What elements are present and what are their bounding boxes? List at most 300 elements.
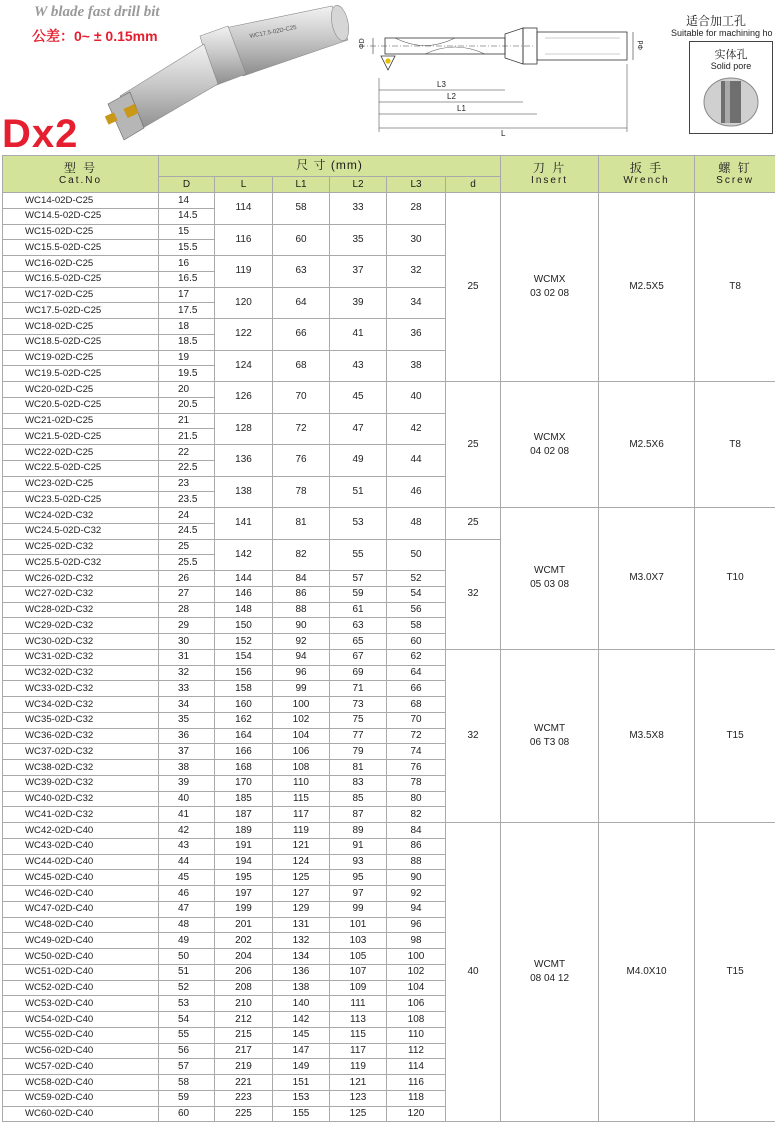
diameter-cell: 28: [159, 602, 215, 618]
length-L3-cell: 116: [387, 1075, 446, 1091]
length-L2-cell: 121: [330, 1075, 387, 1091]
length-L-cell: 120: [215, 287, 273, 319]
length-L3-cell: 100: [387, 949, 446, 965]
cat-no-cell: WC19.5-02D-C25: [3, 366, 159, 382]
wrench-cell: M3.0X7: [599, 508, 695, 650]
length-L-cell: 141: [215, 508, 273, 540]
length-L-cell: 152: [215, 634, 273, 650]
length-L-cell: 195: [215, 870, 273, 886]
insert-code-line: WCMT: [501, 564, 598, 578]
length-L-cell: 160: [215, 697, 273, 713]
length-L1-cell: 149: [273, 1059, 330, 1075]
length-L2-cell: 45: [330, 382, 387, 414]
cat-no-cell: WC58-02D-C40: [3, 1075, 159, 1091]
suitable-label-en: Suitable for machining ho: [671, 28, 775, 38]
length-L1-cell: 153: [273, 1090, 330, 1106]
diameter-cell: 15.5: [159, 240, 215, 256]
length-L3-cell: 102: [387, 964, 446, 980]
cat-no-cell: WC14-02D-C25: [3, 193, 159, 209]
wrench-cell: M2.5X5: [599, 193, 695, 382]
cat-no-cell: WC16-02D-C25: [3, 256, 159, 272]
cat-no-cell: WC18-02D-C25: [3, 319, 159, 335]
length-L2-cell: 103: [330, 933, 387, 949]
length-L2-cell: 85: [330, 791, 387, 807]
cat-no-cell: WC41-02D-C32: [3, 807, 159, 823]
product-title: W blade fast drill bit: [34, 4, 160, 21]
length-L1-cell: 119: [273, 823, 330, 839]
diameter-cell: 18: [159, 319, 215, 335]
wrench-header: 扳 手 Wrench: [599, 156, 695, 193]
length-L3-cell: 62: [387, 649, 446, 665]
diameter-cell: 14: [159, 193, 215, 209]
shank-d-cell: 32: [446, 649, 501, 822]
length-L-cell: 156: [215, 665, 273, 681]
length-L2-cell: 47: [330, 413, 387, 445]
length-L3-cell: 28: [387, 193, 446, 225]
length-L3-cell: 76: [387, 760, 446, 776]
screw-cell: T8: [695, 193, 775, 382]
insert-code-line: 05 03 08: [501, 578, 598, 592]
length-L2-cell: 111: [330, 996, 387, 1012]
model-header: 型 号 Cat.No: [3, 156, 159, 193]
diameter-cell: 31: [159, 649, 215, 665]
length-L1-cell: 110: [273, 775, 330, 791]
length-L1-cell: 134: [273, 949, 330, 965]
diameter-cell: 21.5: [159, 429, 215, 445]
length-L-cell: 204: [215, 949, 273, 965]
L3-label: L3: [437, 80, 446, 89]
length-L3-cell: 42: [387, 413, 446, 445]
length-L2-cell: 37: [330, 256, 387, 288]
length-L1-cell: 124: [273, 854, 330, 870]
table-row: [3, 382, 775, 398]
length-L3-cell: 88: [387, 854, 446, 870]
length-L3-cell: 80: [387, 791, 446, 807]
length-L2-cell: 73: [330, 697, 387, 713]
diameter-cell: 25.5: [159, 555, 215, 571]
length-L1-cell: 72: [273, 413, 330, 445]
length-L-cell: 116: [215, 224, 273, 256]
length-L1-cell: 68: [273, 350, 330, 382]
length-L3-cell: 114: [387, 1059, 446, 1075]
length-L-cell: 170: [215, 775, 273, 791]
length-L1-cell: 82: [273, 539, 330, 571]
cat-no-cell: WC33-02D-C32: [3, 681, 159, 697]
insert-code-line: WCMX: [501, 431, 598, 445]
diameter-cell: 60: [159, 1106, 215, 1122]
length-L2-cell: 83: [330, 775, 387, 791]
length-L-cell: 126: [215, 382, 273, 414]
cat-no-cell: WC24-02D-C32: [3, 508, 159, 524]
length-L3-cell: 90: [387, 870, 446, 886]
length-L1-cell: 127: [273, 886, 330, 902]
size-header: 尺 寸 (mm): [159, 156, 501, 177]
diameter-cell: 49: [159, 933, 215, 949]
cat-no-cell: WC38-02D-C32: [3, 760, 159, 776]
series-label: Dx2: [2, 114, 78, 154]
cat-no-cell: WC48-02D-C40: [3, 917, 159, 933]
cat-no-cell: WC52-02D-C40: [3, 980, 159, 996]
diameter-cell: 45: [159, 870, 215, 886]
tolerance-note: 公差：0~ ± 0.15mm: [32, 26, 158, 46]
length-L1-cell: 66: [273, 319, 330, 351]
length-L1-cell: 99: [273, 681, 330, 697]
insert-code-line: WCMX: [501, 273, 598, 287]
diameter-cell: 38: [159, 760, 215, 776]
diameter-cell: 50: [159, 949, 215, 965]
diameter-cell: 16.5: [159, 271, 215, 287]
length-L1-cell: 121: [273, 838, 330, 854]
length-L3-cell: 96: [387, 917, 446, 933]
insert-header: 刀 片 Insert: [501, 156, 599, 193]
col-L1: L1: [273, 177, 330, 193]
drill-bit-photo: [100, 4, 350, 144]
length-L-cell: 191: [215, 838, 273, 854]
length-L-cell: 148: [215, 602, 273, 618]
engraving-text: WC17.5-02D-C25: [249, 25, 298, 40]
length-L2-cell: 33: [330, 193, 387, 225]
length-L1-cell: 94: [273, 649, 330, 665]
length-L-cell: 212: [215, 1012, 273, 1028]
length-L-cell: 194: [215, 854, 273, 870]
table-row: [3, 193, 775, 209]
diameter-cell: 18.5: [159, 334, 215, 350]
length-L3-cell: 48: [387, 508, 446, 540]
length-L1-cell: 84: [273, 571, 330, 587]
length-L-cell: 142: [215, 539, 273, 571]
length-L2-cell: 51: [330, 476, 387, 508]
length-L3-cell: 110: [387, 1027, 446, 1043]
diameter-cell: 24: [159, 508, 215, 524]
L1-label: L1: [457, 104, 466, 113]
length-L1-cell: 70: [273, 382, 330, 414]
length-L2-cell: 123: [330, 1090, 387, 1106]
diameter-cell: 36: [159, 728, 215, 744]
cat-no-cell: WC31-02D-C32: [3, 649, 159, 665]
cat-no-cell: WC36-02D-C32: [3, 728, 159, 744]
diameter-cell: 19.5: [159, 366, 215, 382]
length-L2-cell: 67: [330, 649, 387, 665]
diameter-cell: 25: [159, 539, 215, 555]
cat-no-cell: WC17-02D-C25: [3, 287, 159, 303]
length-L3-cell: 32: [387, 256, 446, 288]
length-L2-cell: 87: [330, 807, 387, 823]
length-L3-cell: 58: [387, 618, 446, 634]
cat-no-cell: WC51-02D-C40: [3, 964, 159, 980]
length-L3-cell: 60: [387, 634, 446, 650]
length-L-cell: 210: [215, 996, 273, 1012]
diameter-cell: 19: [159, 350, 215, 366]
cat-no-cell: WC21-02D-C25: [3, 413, 159, 429]
screw-cell: T10: [695, 508, 775, 650]
length-L1-cell: 136: [273, 964, 330, 980]
diameter-cell: 32: [159, 665, 215, 681]
dimension-diagram: [355, 18, 645, 138]
length-L2-cell: 97: [330, 886, 387, 902]
length-L3-cell: 84: [387, 823, 446, 839]
phiD-label: ΦD: [359, 38, 366, 49]
length-L-cell: 185: [215, 791, 273, 807]
length-L-cell: 124: [215, 350, 273, 382]
length-L-cell: 215: [215, 1027, 273, 1043]
length-L2-cell: 93: [330, 854, 387, 870]
diameter-cell: 21: [159, 413, 215, 429]
length-L2-cell: 41: [330, 319, 387, 351]
col-L: L: [215, 177, 273, 193]
table-row: [3, 508, 775, 524]
diameter-cell: 43: [159, 838, 215, 854]
cat-no-cell: WC20.5-02D-C25: [3, 397, 159, 413]
col-L3: L3: [387, 177, 446, 193]
solid-pore-label-cn: 实体孔: [690, 46, 772, 62]
length-L2-cell: 39: [330, 287, 387, 319]
length-L3-cell: 52: [387, 571, 446, 587]
wrench-cell: M4.0X10: [599, 823, 695, 1122]
insert-code-line: WCMT: [501, 958, 598, 972]
cat-no-cell: WC19-02D-C25: [3, 350, 159, 366]
length-L-cell: 128: [215, 413, 273, 445]
length-L1-cell: 147: [273, 1043, 330, 1059]
diameter-cell: 42: [159, 823, 215, 839]
cat-no-cell: WC21.5-02D-C25: [3, 429, 159, 445]
length-L3-cell: 70: [387, 712, 446, 728]
solid-pore-icon: [701, 76, 761, 128]
length-L3-cell: 106: [387, 996, 446, 1012]
length-L1-cell: 100: [273, 697, 330, 713]
diameter-cell: 41: [159, 807, 215, 823]
spec-body: [3, 193, 775, 1122]
length-L2-cell: 91: [330, 838, 387, 854]
length-L2-cell: 77: [330, 728, 387, 744]
cat-no-cell: WC43-02D-C40: [3, 838, 159, 854]
diameter-cell: 58: [159, 1075, 215, 1091]
length-L-cell: 202: [215, 933, 273, 949]
cat-no-cell: WC30-02D-C32: [3, 634, 159, 650]
diameter-cell: 53: [159, 996, 215, 1012]
spec-table: [2, 155, 775, 1122]
length-L3-cell: 38: [387, 350, 446, 382]
insert-cell: [501, 649, 599, 822]
table-row: [3, 649, 775, 665]
length-L-cell: 164: [215, 728, 273, 744]
length-L1-cell: 138: [273, 980, 330, 996]
insert-code-line: 08 04 12: [501, 972, 598, 986]
cat-no-cell: WC53-02D-C40: [3, 996, 159, 1012]
length-L3-cell: 94: [387, 901, 446, 917]
length-L3-cell: 40: [387, 382, 446, 414]
cat-no-cell: WC26-02D-C32: [3, 571, 159, 587]
length-L1-cell: 108: [273, 760, 330, 776]
length-L3-cell: 78: [387, 775, 446, 791]
suitable-label-cn: 适合加工孔: [686, 12, 746, 29]
length-L-cell: 144: [215, 571, 273, 587]
diameter-cell: 54: [159, 1012, 215, 1028]
length-L-cell: 208: [215, 980, 273, 996]
length-L-cell: 138: [215, 476, 273, 508]
length-L2-cell: 59: [330, 586, 387, 602]
cat-no-cell: WC14.5-02D-C25: [3, 208, 159, 224]
length-L1-cell: 86: [273, 586, 330, 602]
length-L2-cell: 117: [330, 1043, 387, 1059]
diameter-cell: 23: [159, 476, 215, 492]
length-L2-cell: 55: [330, 539, 387, 571]
cat-no-cell: WC23-02D-C25: [3, 476, 159, 492]
length-L2-cell: 101: [330, 917, 387, 933]
length-L3-cell: 86: [387, 838, 446, 854]
length-L3-cell: 64: [387, 665, 446, 681]
diameter-cell: 14.5: [159, 208, 215, 224]
cat-no-cell: WC25-02D-C32: [3, 539, 159, 555]
length-L2-cell: 79: [330, 744, 387, 760]
length-L3-cell: 56: [387, 602, 446, 618]
length-L2-cell: 35: [330, 224, 387, 256]
phid-label: Φd: [638, 40, 645, 50]
cat-no-cell: WC22-02D-C25: [3, 445, 159, 461]
insert-cell: [501, 193, 599, 382]
length-L2-cell: 65: [330, 634, 387, 650]
cat-no-cell: WC37-02D-C32: [3, 744, 159, 760]
length-L3-cell: 112: [387, 1043, 446, 1059]
length-L1-cell: 96: [273, 665, 330, 681]
length-L1-cell: 88: [273, 602, 330, 618]
length-L1-cell: 63: [273, 256, 330, 288]
shank-d-cell: 25: [446, 193, 501, 382]
wrench-cell: M2.5X6: [599, 382, 695, 508]
length-L2-cell: 119: [330, 1059, 387, 1075]
insert-cell: [501, 508, 599, 650]
length-L-cell: 146: [215, 586, 273, 602]
length-L3-cell: 74: [387, 744, 446, 760]
shank-d-cell: 40: [446, 823, 501, 1122]
diameter-cell: 17.5: [159, 303, 215, 319]
diameter-cell: 34: [159, 697, 215, 713]
length-L1-cell: 140: [273, 996, 330, 1012]
length-L1-cell: 78: [273, 476, 330, 508]
cat-no-cell: WC44-02D-C40: [3, 854, 159, 870]
diameter-cell: 48: [159, 917, 215, 933]
diameter-cell: 46: [159, 886, 215, 902]
length-L1-cell: 125: [273, 870, 330, 886]
shank-d-cell: 25: [446, 508, 501, 540]
diameter-cell: 24.5: [159, 523, 215, 539]
cat-no-cell: WC25.5-02D-C32: [3, 555, 159, 571]
length-L2-cell: 115: [330, 1027, 387, 1043]
diameter-cell: 33: [159, 681, 215, 697]
diameter-cell: 57: [159, 1059, 215, 1075]
cat-no-cell: WC42-02D-C40: [3, 823, 159, 839]
diameter-cell: 22.5: [159, 460, 215, 476]
length-L-cell: 201: [215, 917, 273, 933]
length-L1-cell: 76: [273, 445, 330, 477]
length-L1-cell: 102: [273, 712, 330, 728]
length-L2-cell: 107: [330, 964, 387, 980]
length-L1-cell: 92: [273, 634, 330, 650]
L2-label: L2: [447, 92, 456, 101]
wrench-cell: M3.5X8: [599, 649, 695, 822]
length-L-cell: 119: [215, 256, 273, 288]
cat-no-cell: WC20-02D-C25: [3, 382, 159, 398]
length-L1-cell: 90: [273, 618, 330, 634]
col-L2: L2: [330, 177, 387, 193]
cat-no-cell: WC50-02D-C40: [3, 949, 159, 965]
cat-no-cell: WC17.5-02D-C25: [3, 303, 159, 319]
length-L1-cell: 115: [273, 791, 330, 807]
diameter-cell: 15: [159, 224, 215, 240]
diameter-cell: 27: [159, 586, 215, 602]
length-L1-cell: 131: [273, 917, 330, 933]
diameter-cell: 56: [159, 1043, 215, 1059]
length-L1-cell: 106: [273, 744, 330, 760]
length-L-cell: 197: [215, 886, 273, 902]
length-L3-cell: 120: [387, 1106, 446, 1122]
length-L3-cell: 104: [387, 980, 446, 996]
solid-pore-label-en: Solid pore: [690, 61, 772, 71]
length-L2-cell: 105: [330, 949, 387, 965]
length-L-cell: 136: [215, 445, 273, 477]
length-L-cell: 189: [215, 823, 273, 839]
cat-no-cell: WC28-02D-C32: [3, 602, 159, 618]
length-L2-cell: 63: [330, 618, 387, 634]
length-L3-cell: 98: [387, 933, 446, 949]
diameter-cell: 29: [159, 618, 215, 634]
length-L2-cell: 125: [330, 1106, 387, 1122]
length-L2-cell: 53: [330, 508, 387, 540]
diameter-cell: 39: [159, 775, 215, 791]
insert-code-line: WCMT: [501, 722, 598, 736]
length-L2-cell: 75: [330, 712, 387, 728]
cat-no-cell: WC39-02D-C32: [3, 775, 159, 791]
length-L2-cell: 61: [330, 602, 387, 618]
length-L2-cell: 71: [330, 681, 387, 697]
diameter-cell: 44: [159, 854, 215, 870]
diameter-cell: 20: [159, 382, 215, 398]
length-L3-cell: 118: [387, 1090, 446, 1106]
length-L2-cell: 109: [330, 980, 387, 996]
cat-no-cell: WC15.5-02D-C25: [3, 240, 159, 256]
diameter-cell: 22: [159, 445, 215, 461]
length-L-cell: 150: [215, 618, 273, 634]
shank-d-cell: 32: [446, 539, 501, 649]
col-D: D: [159, 177, 215, 193]
length-L3-cell: 50: [387, 539, 446, 571]
length-L1-cell: 58: [273, 193, 330, 225]
cat-no-cell: WC34-02D-C32: [3, 697, 159, 713]
length-L3-cell: 82: [387, 807, 446, 823]
diameter-cell: 17: [159, 287, 215, 303]
length-L3-cell: 36: [387, 319, 446, 351]
length-L-cell: 217: [215, 1043, 273, 1059]
length-L-cell: 206: [215, 964, 273, 980]
screw-cell: T15: [695, 823, 775, 1122]
length-L3-cell: 108: [387, 1012, 446, 1028]
cat-no-cell: WC47-02D-C40: [3, 901, 159, 917]
diameter-cell: 20.5: [159, 397, 215, 413]
cat-no-cell: WC59-02D-C40: [3, 1090, 159, 1106]
cat-no-cell: WC45-02D-C40: [3, 870, 159, 886]
diameter-cell: 51: [159, 964, 215, 980]
diameter-cell: 40: [159, 791, 215, 807]
diameter-cell: 37: [159, 744, 215, 760]
length-L1-cell: 142: [273, 1012, 330, 1028]
insert-code-line: 04 02 08: [501, 445, 598, 459]
cat-no-cell: WC23.5-02D-C25: [3, 492, 159, 508]
diameter-cell: 59: [159, 1090, 215, 1106]
length-L-cell: 225: [215, 1106, 273, 1122]
length-L2-cell: 43: [330, 350, 387, 382]
length-L3-cell: 66: [387, 681, 446, 697]
length-L3-cell: 68: [387, 697, 446, 713]
length-L3-cell: 34: [387, 287, 446, 319]
